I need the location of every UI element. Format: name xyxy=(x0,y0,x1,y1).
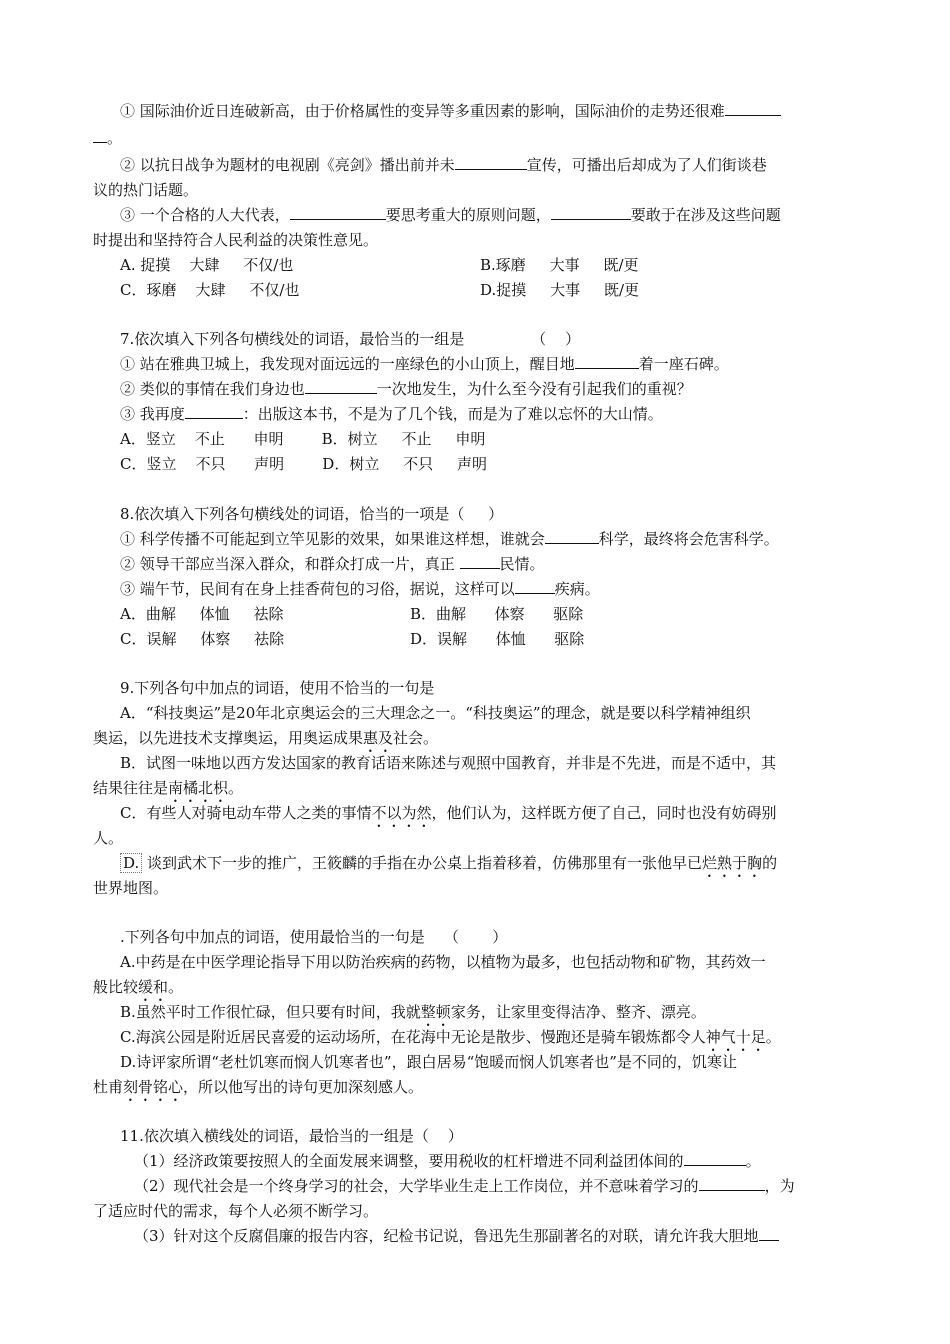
answer-blank[interactable] xyxy=(551,204,631,220)
q10-option-d[interactable]: D.诗评家所谓“老杜饥寒而悯人饥寒者也”，跟白居易“饱暖而悯人饥寒者也”是不同的，饥寒让 xyxy=(120,1053,737,1071)
q7-options-cd[interactable]: C．竖立 不只 声明 D．树立 不只 声明 xyxy=(120,455,488,473)
q7-options-ab[interactable]: A．竖立 不止 申明 B．树立 不止 申明 xyxy=(120,430,486,448)
answer-blank[interactable] xyxy=(699,1175,765,1191)
q6-sentence-1-cont: 。 xyxy=(93,127,122,149)
dotted-word: 不以为然 xyxy=(371,804,432,822)
q6-sentence-2-cont: 议的热门话题。 xyxy=(93,181,199,199)
answer-blank[interactable] xyxy=(725,100,781,116)
q6-sentence-3-cont: 时提出和坚持符合人民利益的决策性意见。 xyxy=(93,231,379,249)
dotted-word: 神气十足 xyxy=(705,1028,766,1046)
q8-option-b[interactable]: B．曲解 体察 驱除 xyxy=(410,605,584,623)
q6-sentence-2: ② 以抗日战争为题材的电视剧《亮剑》播出前并未 宣传，可播出后却成为了人们街谈巷 xyxy=(120,156,767,174)
q6-option-b[interactable]: B.琢磨 大事 既/更 xyxy=(480,256,639,274)
q10-option-d-cont: 杜甫刻骨铭心，所以他写出的诗句更加深刻感人。 xyxy=(93,1078,424,1096)
q8-option-d[interactable]: D．误解 体恤 驱除 xyxy=(410,630,585,648)
q8-stem: 8.依次填入下列各句横线处的词语，恰当的一项是（ ） xyxy=(120,505,504,523)
q8-sentence-1: ① 科学传播不可能起到立竿见影的效果，如果谁这样想，谁就会 科学，最终将会危害科学。 xyxy=(120,530,779,548)
answer-blank[interactable] xyxy=(684,1150,746,1166)
q7-stem: 7.依次填入下列各句横线处的词语，最恰当的一组是 （ ） xyxy=(120,330,581,348)
q6-sentence-3: ③ 一个合格的人大代表， 要思考重大的原则问题， 要敢于在涉及这些问题 xyxy=(120,206,781,224)
q11-sentence-1: （1）经济政策要按照人的全面发展来调整，要用税收的杠杆增进不同利益团体间的 。 xyxy=(134,1152,761,1170)
dotted-word: 刻骨铭心 xyxy=(123,1078,184,1096)
q6-option-d[interactable]: D.捉摸 大事 既/更 xyxy=(480,281,639,299)
answer-blank[interactable] xyxy=(759,1225,779,1241)
q9-option-b-cont: 结果往往是南橘北枳。 xyxy=(93,779,244,797)
q8-sentence-3: ③ 端午节，民间有在身上挂香荷包的习俗，据说，这样可以 疾病。 xyxy=(120,580,600,598)
q9-option-a[interactable]: A．“科技奥运”是20年北京奥运会的三大理念之一。“科技奥运”的理念，就是要以科学精神组织 xyxy=(120,704,751,722)
q10-option-b[interactable]: B.虽然平时工作很忙碌，但只要有时间，我就整顿家务，让家里变得洁净、整齐、漂亮。 xyxy=(120,1003,706,1021)
q7-sentence-2: ② 类似的事情在我们身边也 一次地发生，为什么至今没有引起我们的重视？ xyxy=(120,380,692,398)
option-label-box: D. xyxy=(120,853,142,873)
dotted-word: 缓和 xyxy=(138,978,169,996)
q11-stem: 11.依次填入横线处的词语，最恰当的一组是（ ） xyxy=(120,1127,463,1145)
q8-sentence-2: ② 领导干部应当深入群众，和群众打成一片，真正 民情。 xyxy=(120,555,545,573)
dotted-word: 惠及 xyxy=(363,729,394,747)
dotted-word: 整顿 xyxy=(420,1003,451,1021)
answer-blank[interactable] xyxy=(455,154,527,170)
q10-option-a-cont: 般比较缓和。 xyxy=(93,978,184,996)
q8-option-c[interactable]: C．误解 体察 祛除 xyxy=(120,630,285,648)
q10-option-a[interactable]: A.中药是在中医学理论指导下用以防治疾病的药物，以植物为最多，也包括动物和矿物，其药效一 xyxy=(120,953,766,971)
q10-option-c[interactable]: C.海滨公园是附近居民喜爱的运动场所，在花海中无论是散步、慢跑还是骑车锻炼都令人神气十足。 xyxy=(120,1028,781,1046)
answer-blank[interactable] xyxy=(305,378,377,394)
q9-option-a-cont: 奥运，以先进技术支撑奥运，用奥运成果惠及社会。 xyxy=(93,729,439,747)
answer-blank[interactable] xyxy=(93,127,107,143)
q9-option-c-cont: 人。 xyxy=(93,829,124,847)
q11-sentence-3: （3）针对这个反腐倡廉的报告内容，纪检书记说，鲁迅先生那副著名的对联，请允许我大胆地 xyxy=(134,1225,779,1247)
q7-sentence-1: ① 站在雅典卫城上，我发现对面远远的一座绿色的小山顶上，醒目地 着一座石碑。 xyxy=(120,355,729,373)
answer-blank[interactable] xyxy=(545,528,599,544)
q9-stem: 9.下列各句中加点的词语，使用不恰当的一句是 xyxy=(120,679,435,697)
dotted-word: 南橘北枳 xyxy=(168,779,229,797)
answer-blank[interactable] xyxy=(460,553,500,569)
q6-option-c[interactable]: C．琢磨 大肆 不仅/也 xyxy=(120,281,300,299)
q9-option-d-cont: 世界地图。 xyxy=(93,879,169,897)
q9-option-c[interactable]: C．有些人对骑电动车带人之类的事情不以为然，他们认为，这样既方便了自己，同时也没有妨碍别 xyxy=(120,804,777,822)
q8-option-a[interactable]: A．曲解 体恤 祛除 xyxy=(120,605,284,623)
answer-blank[interactable] xyxy=(515,578,555,594)
answer-blank[interactable] xyxy=(290,204,386,220)
q7-sentence-3: ③ 我再度 ：出版这本书，不是为了几个钱，而是为了难以忘怀的大山情。 xyxy=(120,405,663,423)
dotted-word: 烂熟于胸 xyxy=(702,854,763,872)
q6-option-a[interactable]: A. 捉摸 大肆 不仅/也 xyxy=(120,256,294,274)
answer-blank[interactable] xyxy=(575,353,639,369)
q11-sentence-2: （2）现代社会是一个终身学习的社会，大学毕业生走上工作岗位，并不意味着学习的 ，为 xyxy=(134,1177,795,1195)
q11-sentence-2-cont: 了适应时代的需求，每个人必须不断学习。 xyxy=(93,1202,379,1220)
q6-sentence-1: ① 国际油价近日连破新高，由于价格属性的变异等多重因素的影响，国际油价的走势还很难 xyxy=(120,100,781,122)
q10-stem: .下列各句中加点的词语，使用最恰当的一句是 （ ） xyxy=(120,928,508,946)
q9-option-d[interactable]: D. 谈到武术下一步的推广，王筱麟的手指在办公桌上指着移着，仿佛那里有一张他早已烂熟于胸的 xyxy=(120,852,777,874)
q9-option-b[interactable]: B．试图一味地以西方发达国家的教育话语来陈述与观照中国教育，并非是不先进，而是不适中，其 xyxy=(120,754,777,772)
answer-blank[interactable] xyxy=(185,403,243,419)
